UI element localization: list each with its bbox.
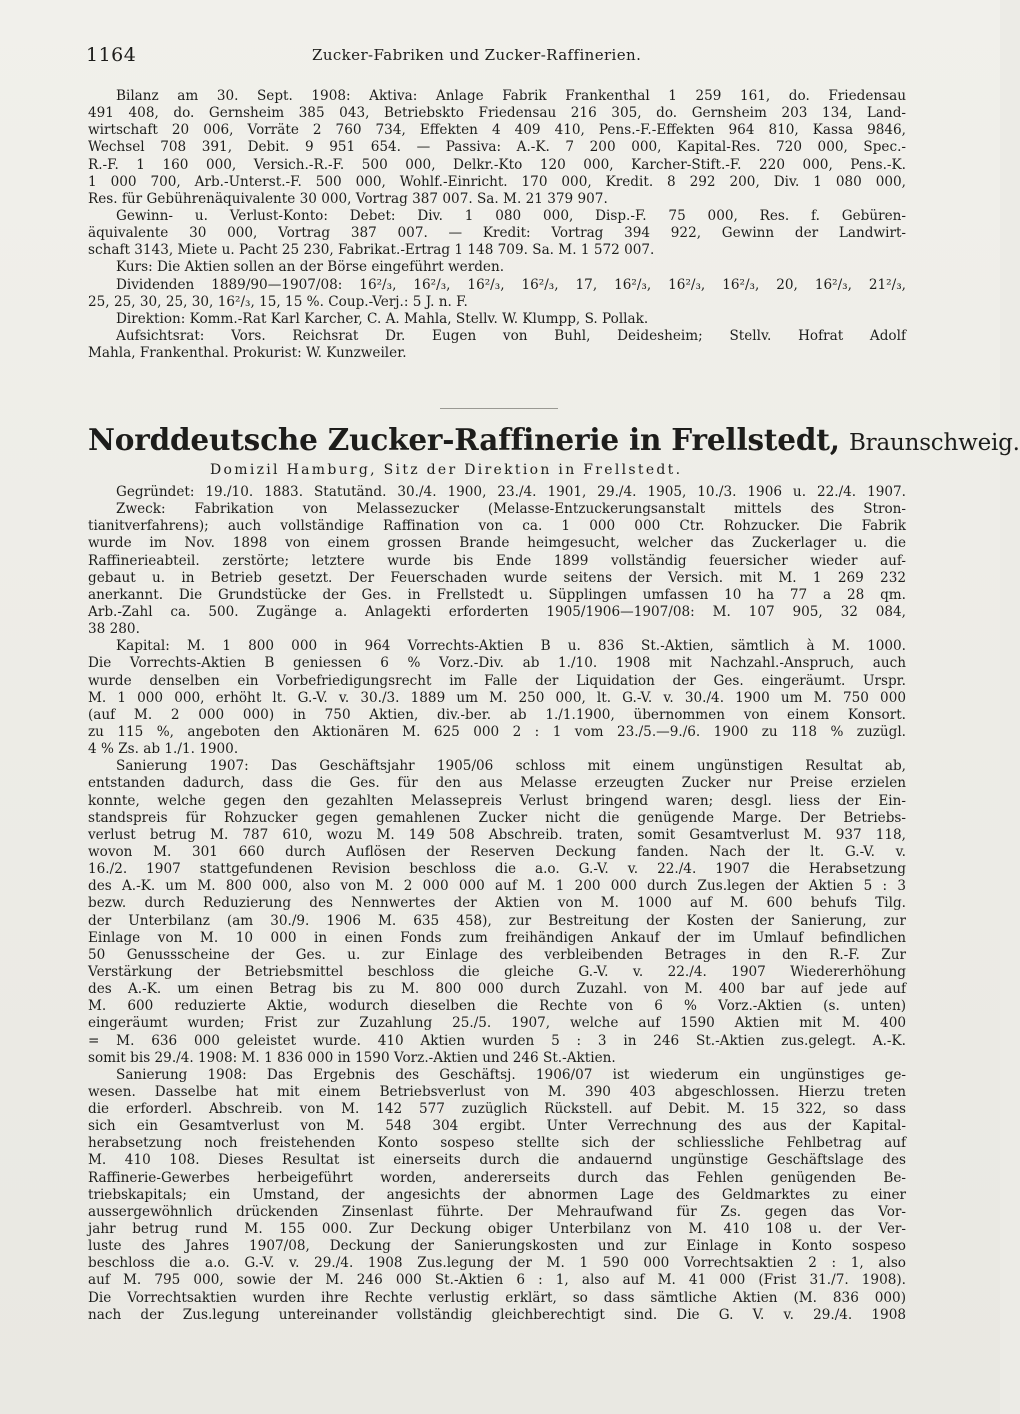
text-line: Aufsichtsrat: Vors. Reichsrat Dr. Eugen von Buhl, Deidesheim; Stellv. Hofrat Adolf — [116, 327, 906, 344]
text-line: 50 Genussscheine der Ges. u. zur Einlage des verbleibenden Betrages in den R.-F. Zur — [88, 946, 906, 963]
text-line: tianitverfahrens); auch vollständige Raffination von ca. 1 000 000 Ctr. Rohzucker. Die Fabrik — [88, 518, 906, 535]
company-name: Norddeutsche Zucker-Raffinerie in Frellstedt, — [88, 422, 840, 457]
text-line: Arb.-Zahl ca. 500. Zugänge a. Anlagekti erforderten 1905/1906—1907/08: M. 107 905, 32 084, — [88, 603, 906, 620]
text-line: äquivalente 30 000, Vortrag 387 007. — Kredit: Vortrag 394 922, Gewinn der Landwirt- — [88, 225, 906, 242]
text-line: nach der Zus.legung untereinander vollständig gleichberechtigt sind. Die G. V. v. 29./4. 1908 — [88, 1306, 906, 1323]
company-location: Braunschweig. — [848, 430, 1020, 456]
text-line: entstanden dadurch, dass die Ges. für den aus Melasse erzeugten Zucker nur Preise erzielen — [88, 775, 906, 792]
text-line: = M. 636 000 geleistet wurde. 410 Aktien wurden 5 : 3 in 246 St.-Aktien zus.gelegt. A.-K. — [88, 1032, 906, 1049]
text-line: des A.-K. um einen Betrag bis zu M. 800 000 durch Zuzahl. von M. 400 bar auf jede auf — [88, 981, 906, 998]
text-line: Raffinerie-Gewerbes herbeigeführt worden, andererseits durch das Fehlen genügenden Be- — [88, 1169, 906, 1186]
text-line: wovon M. 301 660 durch Auflösen der Reserven Deckung fanden. Nach der lt. G.-V. v. — [88, 843, 906, 860]
text-line: bezw. durch Reduzierung des Nennwertes der Aktien von M. 1000 auf M. 600 behufs Tilg. — [88, 895, 906, 912]
text-line: wesen. Dasselbe hat mit einem Betriebsverlust von M. 390 403 abgeschlossen. Hierzu treten — [88, 1083, 906, 1100]
text-line: schaft 3143, Miete u. Pacht 25 230, Fabrikat.-Ertrag 1 148 709. Sa. M. 1 572 007. — [88, 242, 655, 259]
text-line: des A.-K. um M. 800 000, also von M. 2 000 000 auf M. 1 200 000 durch Zus.legen der Aktien 5 : 3 — [88, 878, 906, 895]
text-line: standspreis für Rohzucker gegen gemahlenen Zucker nicht die genügende Marge. Der Betriebs- — [88, 809, 906, 826]
text-line: (auf M. 2 000 000) in 750 Aktien, div.-ber. ab 1./1.1900, übernommen von einem Konsort. — [88, 706, 906, 723]
text-line: herabsetzung noch freistehenden Konto sospeso stellte sich der schliessliche Fehlbetrag auf — [88, 1135, 906, 1152]
text-line: Direktion: Komm.-Rat Karl Karcher, C. A. Mahla, Stellv. W. Klumpp, S. Pollak. — [116, 310, 649, 327]
text-line: Die Vorrechtsaktien wurden ihre Rechte verlustig erklärt, so dass sämtliche Aktien (M. 836 000) — [88, 1289, 906, 1306]
text-line: Kurs: Die Aktien sollen an der Börse eingeführt werden. — [116, 259, 505, 276]
text-line: 4 % Zs. ab 1./1. 1900. — [88, 741, 239, 758]
text-line: der Unterbilanz (am 30./9. 1906 M. 635 458), zur Bestreitung der Kosten der Sanierung, zur — [88, 912, 906, 929]
text-line: Gegründet: 19./10. 1883. Statutänd. 30./4. 1900, 23./4. 1901, 29./4. 1905, 10./3. 1906 u. 22./4. 1907. — [116, 484, 906, 500]
text-line: M. 1 000 000, erhöht lt. G.-V. v. 30./3. 1889 um M. 250 000, lt. G.-V. v. 30./4. 1900 um M. 750 000 — [88, 689, 906, 706]
text-line: R.-F. 1 160 000, Versich.-R.-F. 500 000, Delkr.-Kto 120 000, Karcher-Stift.-F. 220 000, Pens.-K. — [88, 156, 906, 173]
text-line: M. 600 reduzierte Aktie, wodurch dieselben die Rechte von 6 % Vorz.-Aktien (s. unten) — [88, 998, 906, 1015]
entry-subtitle: Domizil Hamburg, Sitz der Direktion in Frellstedt. — [210, 462, 683, 478]
text-line: anerkannt. Die Grundstücke der Ges. in Frellstedt u. Süpplingen umfassen 10 ha 77 a 28 qm. — [88, 586, 906, 603]
text-line: Res. für Gebührenäquivalente 30 000, Vortrag 387 007. Sa. M. 21 379 907. — [88, 190, 608, 207]
text-line: gebaut u. in Betrieb gesetzt. Der Feuerschaden wurde seitens der Versich. mit M. 1 269 232 — [88, 569, 906, 586]
text-line: beschloss die a.o. G.-V. v. 29./4. 1908 Zus.legung der M. 1 590 000 Vorrechtsaktien 2 : 1, also — [88, 1255, 906, 1272]
page-number: 1164 — [86, 44, 137, 66]
text-line: 25, 25, 30, 25, 30, 16²/₃, 15, 15 %. Coup.-Verj.: 5 J. n. F. — [88, 293, 468, 310]
text-line: wurde im Nov. 1898 von einem grossen Brande heimgesucht, welcher das Zuckerlager u. die — [88, 535, 906, 552]
text-line: Dividenden 1889/90—1907/08: 16²/₃, 16²/₃, 16²/₃, 16²/₃, 17, 16²/₃, 16²/₃, 16²/₃, 20, 16²/₃, 21²/₃, — [116, 276, 906, 293]
text-line: sich ein Gesamtverlust von M. 548 304 ergibt. Unter Verrechnung des aus der Kapital- — [88, 1118, 906, 1135]
text-line: Die Vorrechts-Aktien B geniessen 6 % Vorz.-Div. ab 1./10. 1908 mit Nachzahl.-Anspruch, auch — [88, 655, 906, 672]
text-line: 38 280. — [88, 621, 140, 638]
text-line: zu 115 %, angeboten den Aktionären M. 625 000 2 : 1 vom 23./5.—9./6. 1900 zu 118 % zuzügl. — [88, 723, 906, 740]
text-line: luste des Jahres 1907/08, Deckung der Sanierungskosten und zur Einlage in Konto sospeso — [88, 1238, 906, 1255]
text-line: triebskapitals; ein Umstand, der angesichts der abnormen Lage des Geldmarktes zu einer — [88, 1186, 906, 1203]
text-line: eingeräumt wurden; Frist zur Zuzahlung 25./5. 1907, welche auf 1590 Aktien mit M. 400 — [88, 1015, 906, 1032]
text-line: verlust betrug M. 787 610, wozu M. 149 508 Abschreib. traten, somit Gesamtverlust M. 937 118, — [88, 826, 906, 843]
text-line: Gewinn- u. Verlust-Konto: Debet: Div. 1 080 000, Disp.-F. 75 000, Res. f. Gebüren- — [116, 207, 906, 224]
section-divider — [440, 408, 558, 409]
text-line: wirtschaft 20 006, Vorräte 2 760 734, Effekten 4 409 410, Pens.-F.-Effekten 964 810, Kassa 9846, — [88, 122, 906, 139]
text-line: Sanierung 1907: Das Geschäftsjahr 1905/06 schloss mit einem ungünstigen Resultat ab, — [116, 758, 906, 775]
entry-body — [88, 484, 906, 1324]
entry-title — [88, 418, 1020, 462]
text-line: Raffinerieabteil. zerstörte; letztere wurde bis Ende 1899 vollständig feuersicher wieder auf- — [88, 552, 906, 569]
text-line: 16./2. 1907 stattgefundenen Revision beschloss die a.o. G.-V. v. 22./4. 1907 die Herabsetzung — [88, 861, 906, 878]
text-line: Kapital: M. 1 800 000 in 964 Vorrechts-Aktien B u. 836 St.-Aktien, sämtlich à M. 1000. — [116, 638, 906, 655]
text-line: Sanierung 1908: Das Ergebnis des Geschäftsj. 1906/07 ist wiederum ein ungünstiges ge- — [116, 1066, 906, 1083]
text-line: Mahla, Frankenthal. Prokurist: W. Kunzweiler. — [88, 345, 407, 362]
text-line: konnte, welche gegen den gezahlten Melassepreis Verlust bringend waren; desgl. liess der Ein- — [88, 792, 906, 809]
text-line: 491 408, do. Gernsheim 385 043, Betriebskto Friedensau 216 305, do. Gernsheim 203 134, Land- — [88, 105, 906, 122]
text-line: Einlage von M. 10 000 in einen Fonds zum freihändigen Ankauf der im Umlauf befindlichen — [88, 929, 906, 946]
text-line: Zweck: Fabrikation von Melassezucker (Melasse-Entzuckerungsanstalt mittels des Stron- — [116, 501, 906, 518]
text-line: auf M. 795 000, sowie der M. 246 000 St.-Aktien 6 : 1, also auf M. 41 000 (Frist 31./7. 1908). — [88, 1272, 906, 1289]
text-line: jahr betrug rund M. 155 000. Zur Deckung obiger Unterbilanz von M. 410 108 u. der Ver- — [88, 1221, 906, 1238]
text-line: Wechsel 708 391, Debit. 9 951 654. — Passiva: A.-K. 7 200 000, Kapital-Res. 720 000, Spec.- — [88, 139, 906, 156]
text-line: die erforderl. Abschreib. von M. 142 577 zuzüglich Rückstell. auf Debit. M. 15 322, so dass — [88, 1101, 906, 1118]
text-line: 1 000 700, Arb.-Unterst.-F. 500 000, Wohlf.-Einricht. 170 000, Kredit. 8 292 200, Div. 1 080 000, — [88, 173, 906, 190]
text-line: wurde denselben ein Vorbefriedigungsrecht im Falle der Liquidation der Ges. eingeräumt. Urspr. — [88, 672, 906, 689]
text-line: Verstärkung der Betriebsmittel beschloss die gleiche G.-V. v. 22./4. 1907 Wiedererhöhung — [88, 963, 906, 980]
text-line: M. 410 108. Dieses Resultat ist einerseits durch die andauernd ungünstige Geschäftslage des — [88, 1152, 906, 1169]
text-line: Bilanz am 30. Sept. 1908: Aktiva: Anlage Fabrik Frankenthal 1 259 161, do. Friedensau — [116, 88, 906, 104]
running-head: Zucker-Fabriken und Zucker-Raffinerien. — [312, 46, 642, 64]
text-line: somit bis 29./4. 1908: M. 1 836 000 in 1590 Vorz.-Aktien und 246 St.-Aktien. — [88, 1049, 616, 1066]
text-line: aussergewöhnlich drückenden Zinsenlast führte. Der Mehraufwand für Zs. gegen das Vor- — [88, 1203, 906, 1220]
previous-entry — [88, 88, 906, 362]
